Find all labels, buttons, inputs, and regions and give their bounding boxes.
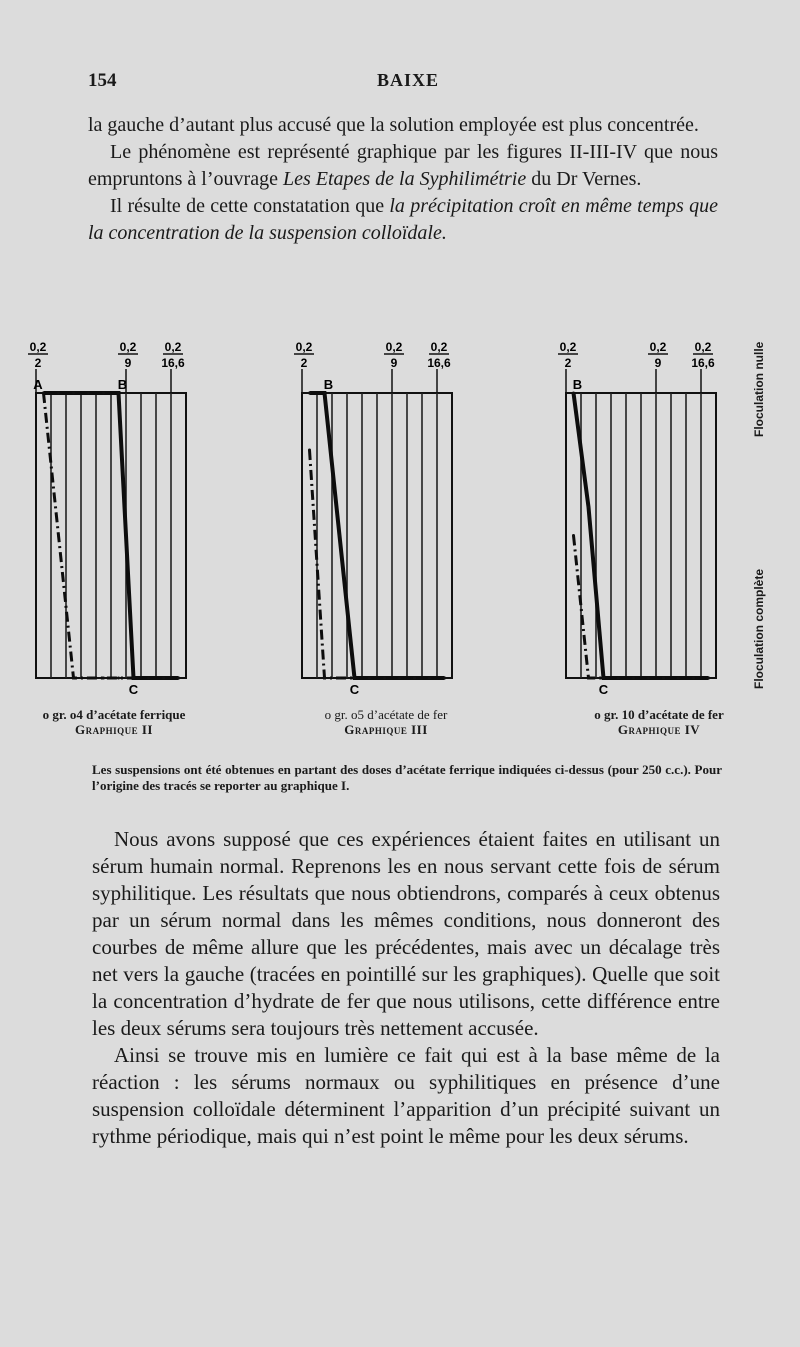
data-point [443, 677, 446, 680]
body-text-top [88, 112, 718, 247]
data-point [177, 677, 180, 680]
data-point [707, 677, 710, 680]
point-label: B [117, 377, 128, 392]
page-header [88, 70, 728, 100]
point-label: A [33, 377, 43, 392]
paragraph: Il résulte de cette constatation que la précipitation croît en même temps que la concentration de la suspension colloïdale. [88, 195, 719, 244]
tick-label: 0,2 [29, 340, 47, 354]
tick-label: 0,2 [430, 340, 448, 354]
tick-label: 9 [654, 356, 662, 370]
graph-svg [560, 335, 735, 700]
data-point [308, 449, 311, 452]
tick-label: 0,2 [385, 340, 403, 354]
paragraph: Le phénomène est représenté graphique par les figures II-III-IV que nous empruntons à l’ouvrage Les Etapes de la Syphilimétrie du Dr Vernes. [88, 141, 718, 190]
data-point [72, 677, 75, 680]
data-point [102, 677, 105, 680]
paragraph: la gauche d’autant plus accusé que la solution employée est plus concentrée. [88, 114, 699, 136]
tick-label: 16,6 [161, 356, 185, 370]
point-label: C [598, 682, 609, 697]
data-point [383, 677, 386, 680]
tick-label: 2 [564, 356, 572, 370]
tick-label: 16,6 [427, 356, 451, 370]
data-point [323, 677, 326, 680]
body-text-bottom [92, 826, 720, 1150]
data-point [147, 677, 150, 680]
tick-label: 0,2 [295, 340, 313, 354]
data-point [572, 534, 575, 537]
data-point [308, 392, 311, 395]
data-point [692, 677, 695, 680]
point-label: C [349, 682, 360, 697]
data-point [57, 392, 60, 395]
data-point [87, 677, 90, 680]
graph-svg [30, 335, 205, 700]
point-label: B [323, 377, 334, 392]
data-point [117, 677, 120, 680]
data-point [587, 506, 590, 509]
data-point [132, 677, 135, 680]
tick-label: 0,2 [649, 340, 667, 354]
graph-iv [560, 335, 735, 705]
data-point [398, 677, 401, 680]
tick-label: 0,2 [559, 340, 577, 354]
tick-label: 2 [300, 356, 308, 370]
data-point [413, 677, 416, 680]
tick-label: 16,6 [691, 356, 715, 370]
point-label: B [572, 377, 583, 392]
data-point [57, 534, 60, 537]
paragraph: Ainsi se trouve mis en lumière ce fait qui est à la base même de la réaction : les sérums normaux ou syphilitiques en présence d’une suspension colloïdale déterminent l’apparition d’un précipité suivant un rythme périodique, mais qui n’est point le même pour les deux sérums. [92, 1043, 720, 1148]
graph-svg [296, 335, 471, 700]
running-title: BAIXE [376, 70, 439, 90]
tick-label: 9 [124, 356, 132, 370]
data-point [87, 392, 90, 395]
data-point [632, 677, 635, 680]
figures-block [0, 335, 800, 715]
data-point [368, 677, 371, 680]
graph-iii [296, 335, 471, 705]
tick-label: 2 [34, 356, 42, 370]
data-point [338, 677, 341, 680]
data-point [338, 534, 341, 537]
data-point [72, 392, 75, 395]
tick-label: 0,2 [694, 340, 712, 354]
paragraph: Nous avons supposé que ces expériences étaient faites en utilisant un sérum humain normal. Reprenons les en nous servant cette fois de sérum syphilitique. Les résultats que nous obtiendrons, comparés à ceux obtenus par un sérum normal dans les mêmes conditions, nous donneront des courbes de même allure que les précédentes, mais avec un décalage très net vers la gauche (tracées en pointillé sur les graphiques). Quelle que soit la concentration d’hydrate de fer que nous utilisons, cette différence entre les deux sérums sera toujours très nettement accusée. [92, 827, 720, 1040]
data-point [353, 677, 356, 680]
data-point [162, 677, 165, 680]
tick-label: 0,2 [119, 340, 137, 354]
data-point [587, 677, 590, 680]
side-label-bottom: Floculation complète [752, 568, 766, 689]
tick-label: 9 [390, 356, 398, 370]
data-point [102, 392, 105, 395]
caption-graph-iii: o gr. o5 d’acétate de fer Graphique III [324, 707, 448, 737]
caption-graph-ii: o gr. o4 d’acétate ferrique Graphique II [42, 707, 186, 737]
data-point [647, 677, 650, 680]
data-point [677, 677, 680, 680]
graph-ii [30, 335, 205, 705]
data-point [617, 677, 620, 680]
tick-label: 0,2 [164, 340, 182, 354]
page-number: 154 [88, 70, 117, 91]
data-point [662, 677, 665, 680]
point-label: C [128, 682, 139, 697]
side-label-top: Floculation nulle [752, 341, 766, 437]
data-point [428, 677, 431, 680]
figure-legend: Les suspensions ont été obtenues en partant des doses d’acétate ferrique indiquées ci-dessus (pour 250 c.c.). Pour l’origine des tracés se reporter au graphique I. [92, 762, 722, 793]
caption-graph-iv: o gr. 10 d’acétate de fer Graphique IV [594, 707, 724, 737]
data-point [602, 677, 605, 680]
